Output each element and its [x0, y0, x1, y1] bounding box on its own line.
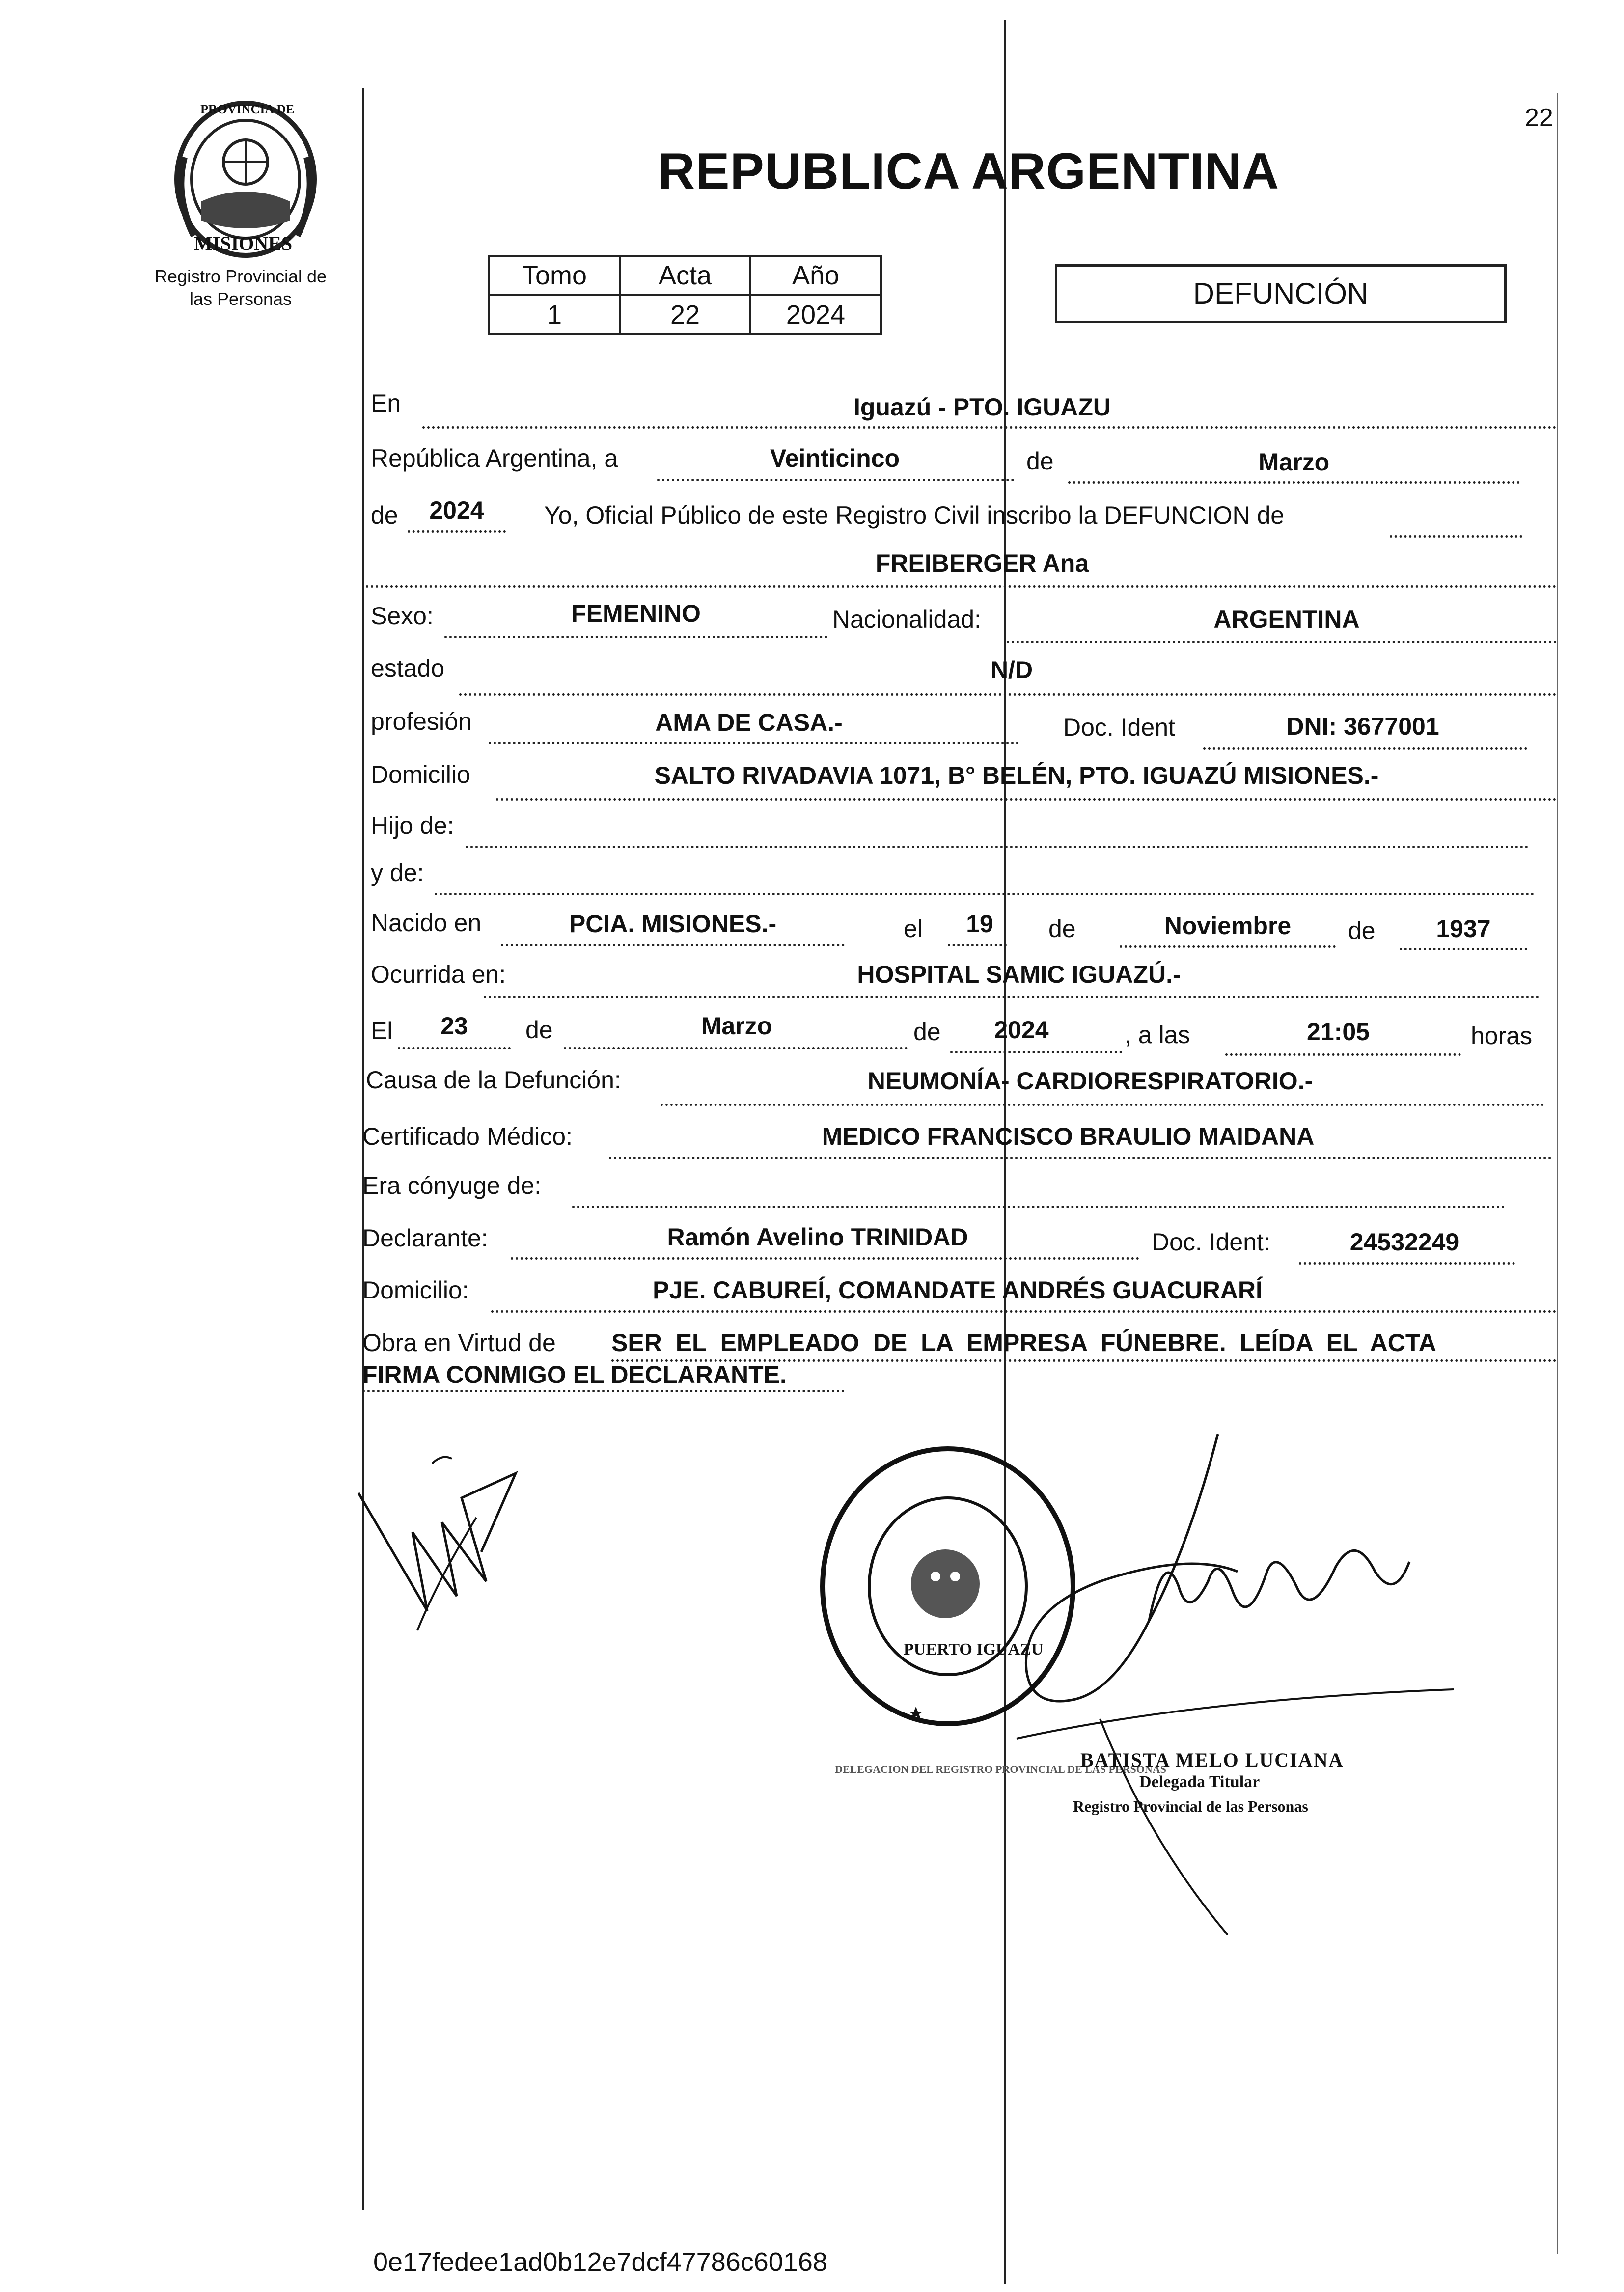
- seal-text-top: PROVINCIA DE: [200, 102, 295, 116]
- birth-year-dotted-line: [1400, 948, 1527, 950]
- el2-label: El: [371, 1017, 393, 1045]
- official-signature: [1002, 1424, 1493, 1940]
- deceased-name-value: FREIBERGER Ana: [875, 550, 1089, 577]
- page-title: REPUBLICA ARGENTINA: [658, 143, 1280, 200]
- document-hash: 0e17fedee1ad0b12e7dcf47786c60168: [373, 2247, 827, 2277]
- nacido-label: Nacido en: [371, 909, 482, 937]
- registry-line-2: las Personas: [189, 289, 292, 309]
- day-dotted-line: [657, 479, 1014, 481]
- doc2-label: Doc. Ident:: [1152, 1228, 1270, 1256]
- estado-dotted-line: [459, 693, 1557, 696]
- ocurrida-dotted-line: [484, 996, 1540, 998]
- death-month-dotted-line: [564, 1047, 908, 1049]
- en-label: En: [371, 389, 401, 417]
- year-value: 2024: [429, 497, 484, 524]
- sexo-label: Sexo:: [371, 602, 434, 630]
- republica-label: República Argentina, a: [371, 444, 618, 472]
- de-label: de: [1026, 447, 1054, 475]
- center-fold-line: [1004, 20, 1006, 2284]
- death-day-value: 23: [440, 1012, 468, 1040]
- death-time-dotted-line: [1225, 1053, 1461, 1056]
- registry-line-1: Registro Provincial de: [154, 266, 327, 286]
- doc-ident-dotted-line: [1203, 747, 1527, 750]
- register-header-row: [489, 256, 881, 295]
- profesion-dotted-line: [489, 742, 1019, 744]
- nacionalidad-dotted-line: [1007, 641, 1557, 643]
- official-dotted-line: [1390, 535, 1522, 538]
- alas-label: , a las: [1125, 1021, 1190, 1049]
- estado-label: estado: [371, 655, 445, 682]
- page-number: 22: [1525, 104, 1553, 132]
- yde-dotted-line: [435, 893, 1535, 895]
- birth-year-value: 1937: [1436, 915, 1491, 942]
- obra-value-line-1: SER EL EMPLEADO DE LA EMPRESA FÚNEBRE. LEÍDA EL ACTA: [611, 1329, 1436, 1356]
- birth-de-label-2: de: [1348, 917, 1376, 944]
- register-header-tomo: Tomo: [489, 256, 620, 295]
- causa-value: NEUMONÍA- CARDIORESPIRATORIO.-: [867, 1067, 1313, 1095]
- birth-day-value: 19: [966, 910, 993, 938]
- conyuge-dotted-line: [572, 1206, 1505, 1208]
- domicilio2-dotted-line: [491, 1310, 1557, 1313]
- year-dotted-line: [408, 530, 506, 533]
- hijo-dotted-line: [466, 846, 1529, 848]
- hijo-label: Hijo de:: [371, 812, 454, 839]
- domicilio2-value: PJE. CABUREÍ, COMANDATE ANDRÉS GUACURARÍ: [653, 1276, 1263, 1304]
- declarante-value: Ramón Avelino TRINIDAD: [667, 1223, 968, 1251]
- death-day-dotted-line: [398, 1047, 511, 1049]
- register-value-acta: 22: [620, 295, 750, 334]
- month-dotted-line: [1068, 481, 1520, 484]
- nacionalidad-value: ARGENTINA: [1213, 606, 1360, 633]
- birth-month-dotted-line: [1120, 945, 1336, 948]
- year-prefix-label: de: [371, 501, 398, 529]
- profesion-label: profesión: [371, 708, 472, 735]
- estado-value: N/D: [990, 656, 1033, 684]
- en-dotted-line: [422, 426, 1557, 429]
- nacido-value: PCIA. MISIONES.-: [569, 910, 777, 938]
- certificado-value: MEDICO FRANCISCO BRAULIO MAIDANA: [822, 1123, 1315, 1150]
- conyuge-label: Era cónyuge de:: [362, 1172, 542, 1199]
- el-label: el: [904, 915, 923, 942]
- causa-label: Causa de la Defunción:: [366, 1066, 621, 1094]
- domicilio-label: Domicilio: [371, 761, 470, 788]
- sexo-value: FEMENINO: [571, 600, 701, 627]
- official-name: BATISTA MELO LUCIANA: [1080, 1749, 1344, 1771]
- official-role: Delegada Titular: [1139, 1773, 1260, 1791]
- register-value-tomo: 1: [489, 295, 620, 334]
- stamp-ring-text: DELEGACION DEL REGISTRO PROVINCIAL DE LAS PERSONAS: [835, 1763, 1166, 1775]
- death-de-label-1: de: [525, 1016, 553, 1044]
- seal-text-bottom: MISIONES: [194, 232, 293, 254]
- birth-day-dotted-line: [948, 944, 1007, 946]
- register-header-ano: Año: [750, 256, 881, 295]
- right-margin-line: [1557, 93, 1558, 2254]
- horas-label: horas: [1471, 1022, 1533, 1049]
- doc-ident-value: DNI: 3677001: [1286, 713, 1439, 740]
- birth-de-label-1: de: [1048, 915, 1076, 942]
- domicilio-dotted-line: [496, 798, 1557, 801]
- death-year-dotted-line: [950, 1051, 1122, 1053]
- birth-month-value: Noviembre: [1164, 912, 1292, 939]
- obra-dotted-line-2: [362, 1390, 845, 1392]
- registry-name: [147, 265, 334, 310]
- month-value: Marzo: [1258, 448, 1330, 476]
- domicilio2-label: Domicilio:: [362, 1276, 469, 1304]
- stamp-inner-text: PUERTO IGUAZU: [904, 1640, 1044, 1658]
- register-header-acta: Acta: [620, 256, 750, 295]
- declarante-dotted-line: [511, 1257, 1139, 1260]
- death-month-value: Marzo: [701, 1012, 772, 1040]
- nacionalidad-label: Nacionalidad:: [832, 606, 981, 633]
- en-value: Iguazú - PTO. IGUAZU: [853, 393, 1111, 421]
- death-de-label-2: de: [913, 1018, 941, 1046]
- doc2-value: 24532249: [1349, 1228, 1459, 1256]
- sexo-dotted-line: [444, 636, 827, 638]
- document-type-box: DEFUNCIÓN: [1055, 264, 1507, 323]
- declarante-label: Declarante:: [362, 1224, 488, 1252]
- death-year-value: 2024: [994, 1016, 1049, 1044]
- causa-dotted-line: [661, 1104, 1544, 1106]
- obra-label: Obra en Virtud de: [362, 1329, 556, 1356]
- certificado-dotted-line: [609, 1157, 1552, 1159]
- ocurrida-value: HOSPITAL SAMIC IGUAZÚ.-: [857, 961, 1181, 988]
- day-value: Veinticinco: [770, 444, 900, 472]
- doc-ident-label: Doc. Ident: [1063, 714, 1175, 741]
- doc2-dotted-line: [1299, 1262, 1515, 1265]
- domicilio-value: SALTO RIVADAVIA 1071, B° BELÉN, PTO. IGUAZÚ MISIONES.-: [654, 762, 1379, 789]
- register-value-row: [489, 295, 881, 334]
- register-value-ano: 2024: [750, 295, 881, 334]
- official-office: Registro Provincial de las Personas: [1073, 1797, 1308, 1815]
- ocurrida-label: Ocurrida en:: [371, 961, 506, 988]
- official-text: Yo, Oficial Público de este Registro Civil inscribo la DEFUNCION de: [544, 501, 1285, 529]
- name-dotted-line: [366, 585, 1557, 588]
- profesion-value: AMA DE CASA.-: [655, 709, 843, 736]
- nacido-dotted-line: [501, 944, 845, 946]
- yde-label: y de:: [371, 859, 424, 886]
- register-table: [488, 255, 882, 335]
- certificado-label: Certificado Médico:: [362, 1123, 573, 1150]
- declarant-signature: [354, 1434, 560, 1660]
- obra-value-line-2: FIRMA CONMIGO EL DECLARANTE.: [362, 1361, 787, 1388]
- death-time-value: 21:05: [1307, 1018, 1370, 1046]
